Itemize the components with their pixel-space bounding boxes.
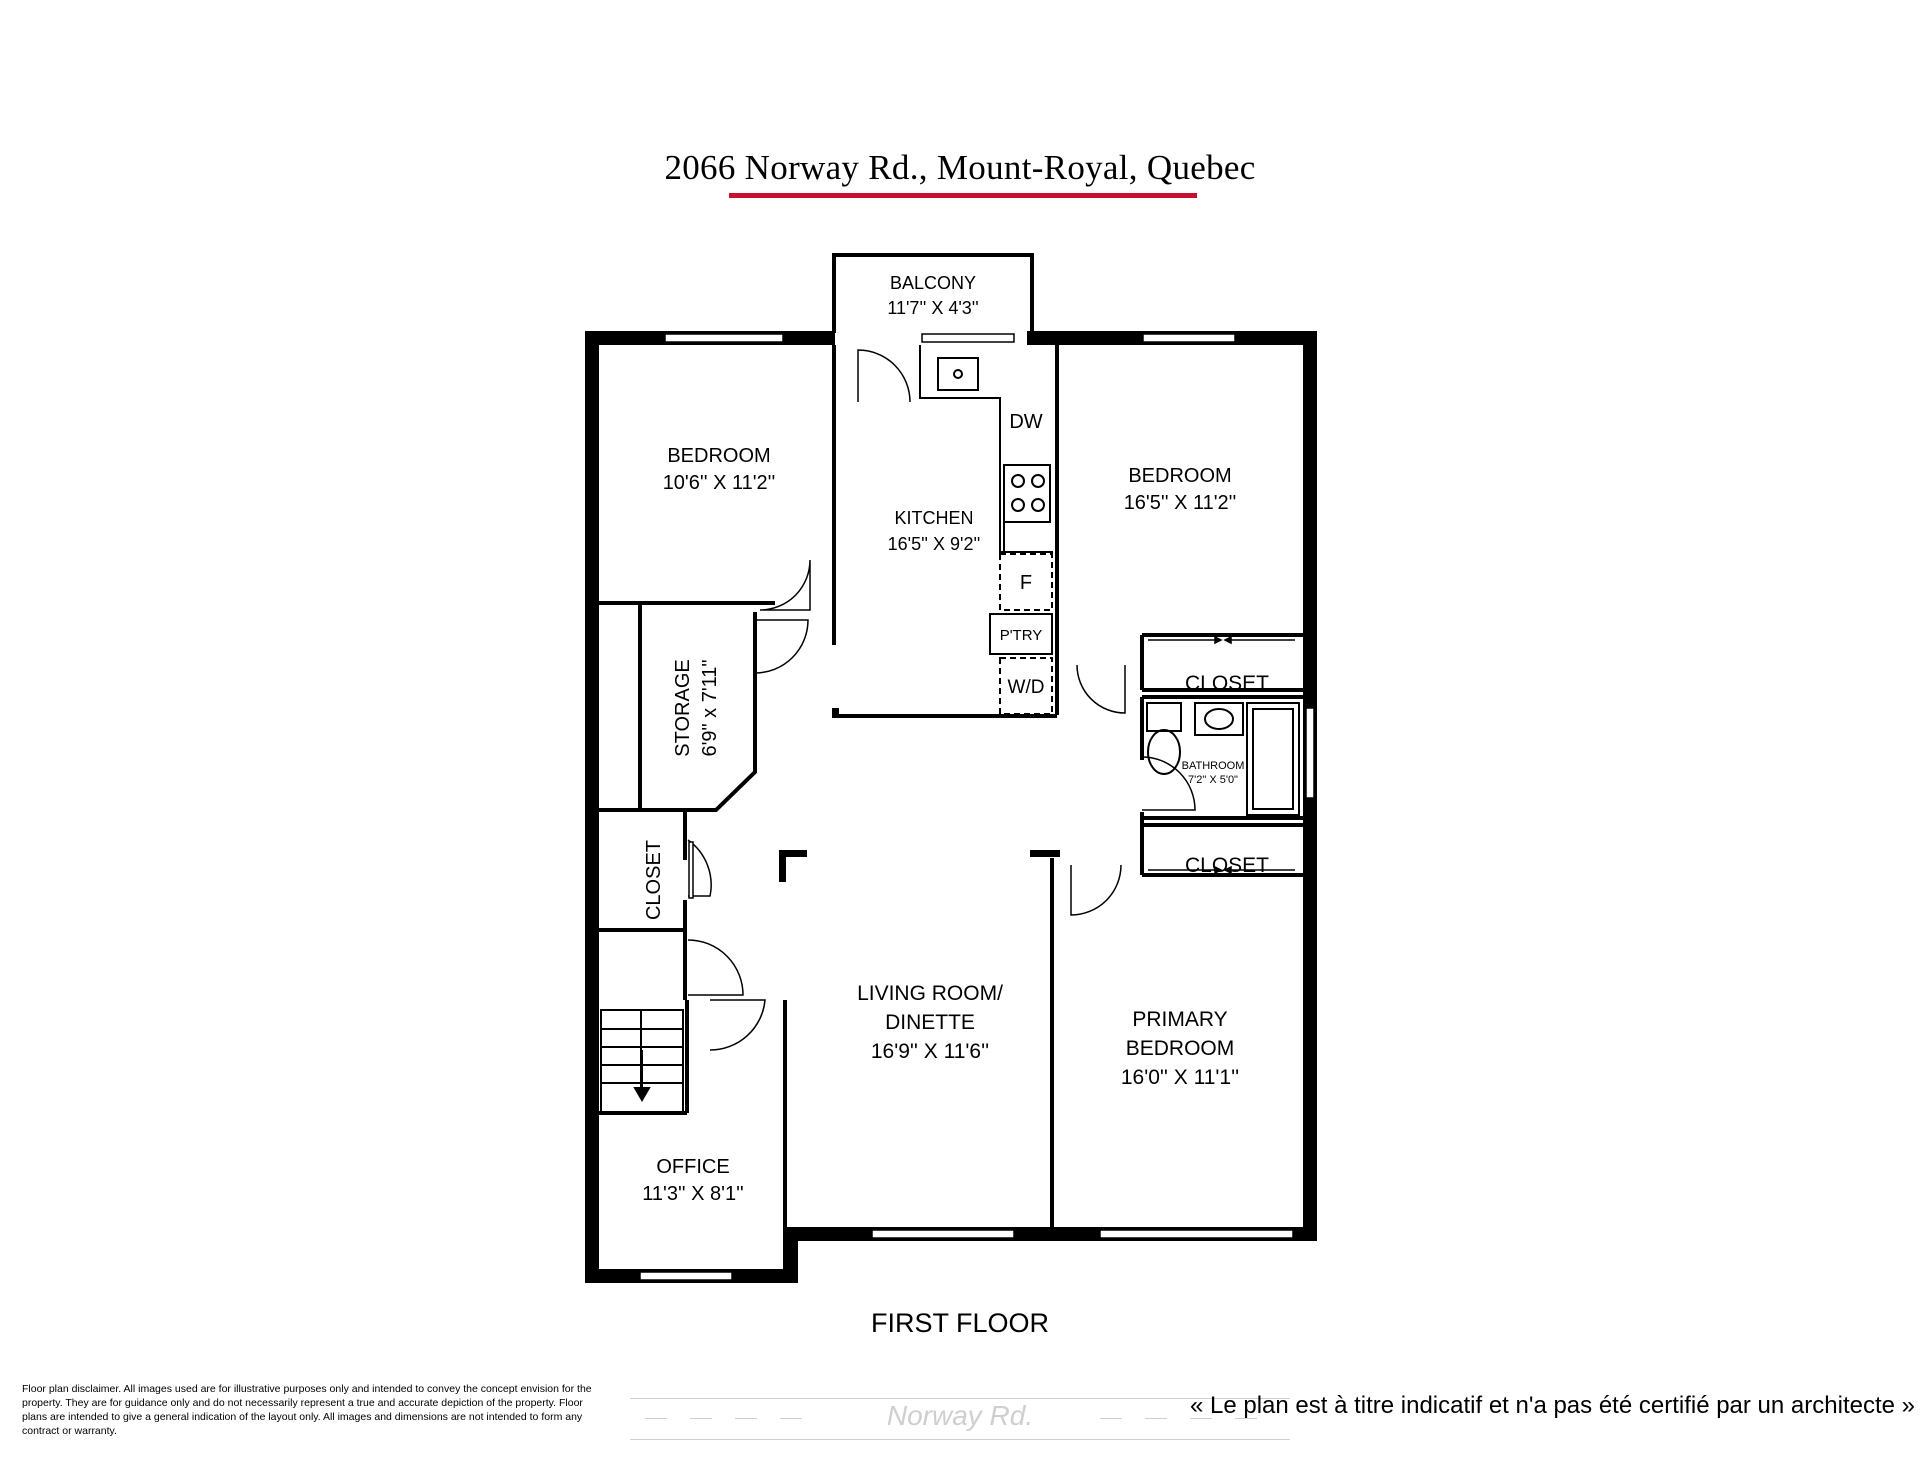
disclaimer-text: Floor plan disclaimer. All images used are for illustrative purposes only and intended to convey the concept envision for the property. They are for guidance only and do not necessarily represent a true and accurate depiction of the property. Floor plans are intended to give a general indication of the layout only. All images and dimensions are not intended to form any contract or warranty. [22,1383,592,1437]
stove-icon [1004,465,1050,522]
kitchen-dims: 16'5'' X 9'2'' [887,534,981,554]
living-room-label-line1: LIVING ROOM/ [857,982,1003,1005]
plan-title: 2066 Norway Rd., Mount-Royal, Quebec [664,148,1256,187]
door-swing [755,620,808,673]
stub-walls [779,708,1060,882]
sink-icon [938,358,978,390]
dishwasher-label: DW [1009,411,1043,433]
bedroom-left-label: BEDROOM [667,445,771,467]
toilet-icon [1148,730,1180,774]
floor-label: FIRST FLOOR [870,1308,1050,1338]
toilet-tank [1147,703,1181,731]
door-swing [688,940,743,995]
pantry-label: P'TRY [999,627,1043,644]
living-room-dims: 16'9'' X 11'6'' [870,1040,990,1063]
balcony [834,255,1032,333]
bathroom-dims: 7'2" X 5'0" [1188,774,1238,786]
door-swing [1077,665,1125,713]
bathtub-icon [1247,703,1299,815]
fridge-label: F [1019,572,1033,594]
door-swing [858,350,910,402]
storage-dims: 6'9" x 7'11" [699,659,721,757]
balcony-label: BALCONY [889,273,977,293]
sink-icon [1195,703,1243,735]
bedroom-left-dims: 10'6'' X 11'2'' [662,472,776,494]
street-edge-bottom [630,1439,1290,1440]
office-label: OFFICE [656,1156,730,1178]
bathroom-label: BATHROOM [1181,760,1245,772]
bathroom-fixtures [1147,703,1299,815]
closet-right-top-label: CLOSET [1184,672,1270,695]
balcony-dims: 11'7'' X 4'3'' [887,298,979,318]
door-swing [1071,865,1121,915]
washer-dryer-label: W/D [1007,677,1045,698]
street-name: Norway Rd. [886,1400,1034,1431]
door-swing [710,1000,765,1050]
kitchen-counter [920,345,1053,714]
stairs-down-arrow [635,1088,649,1100]
stairs [601,1010,683,1113]
primary-bedroom-dims: 16'0'' X 11'1'' [1120,1066,1240,1089]
certification-note: « Le plan est à titre indicatif et n'a pas été certifié par un architecte » [1189,1392,1915,1419]
kitchen-label: KITCHEN [894,508,974,528]
primary-bedroom-label-line1: PRIMARY [1132,1008,1228,1031]
bedroom-right-label: BEDROOM [1128,465,1232,487]
living-room-label-line2: DINETTE [885,1011,975,1034]
room-labels [642,273,1269,1205]
office-dims: 11'3'' X 8'1'' [642,1183,744,1205]
primary-bedroom-label-line2: BEDROOM [1125,1037,1235,1060]
bedroom-right-dims: 16'5'' X 11'2'' [1123,492,1237,514]
closet-right-bottom-label: CLOSET [1184,854,1270,877]
storage-label: STORAGE [672,659,694,757]
closet-left-label: CLOSET [643,839,665,921]
